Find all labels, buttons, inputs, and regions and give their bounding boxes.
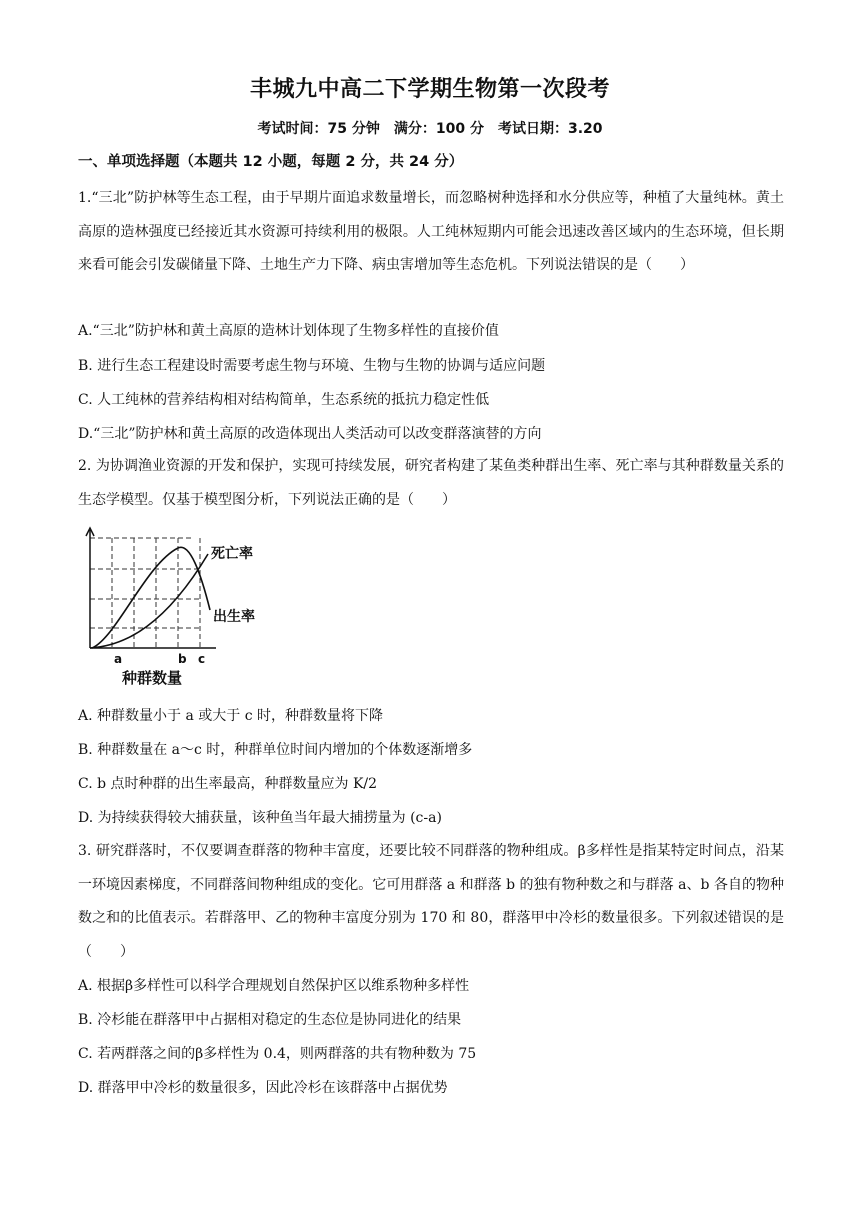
section-heading: 一、单项选择题（本题共 12 小题，每题 2 分，共 24 分） — [78, 154, 464, 170]
question-3-option-a: A. 根据β多样性可以科学合理规划自然保护区以维系物种多样性 — [78, 978, 470, 994]
question-1-option-a: A.“三北”防护林和黄土高原的造林计划体现了生物多样性的直接价值 — [78, 323, 499, 339]
question-2-option-c: C. b 点时种群的出生率最高，种群数量应为 K/2 — [78, 776, 378, 792]
x-tick-a: a — [114, 652, 123, 666]
x-tick-c: c — [198, 652, 206, 666]
question-3-option-b: B. 冷杉能在群落甲中占据相对稳定的生态位是协同进化的结果 — [78, 1012, 462, 1028]
question-1-stem: 1.“三北”防护林等生态工程，由于早期片面追求数量增长，而忽略树种选择和水分供应等，种植了大量纯林。黄土高原的造林强度已经接近其水资源可持续利用的极限。人工纯林短期内可能会迅速改善区域内的生态环境，但长期来看可能会引发碳储量下降、土地生产力下降、病虫害增加等生态危机。下列说法错误的是（ ） — [78, 190, 784, 273]
question-1-option-c: C. 人工纯林的营养结构相对结构简单，生态系统的抵抗力稳定性低 — [78, 392, 490, 408]
question-2-option-b: B. 种群数量在 a～c 时，种群单位时间内增加的个体数逐渐增多 — [78, 742, 473, 758]
x-tick-b: b — [178, 652, 187, 666]
series-birth-rate — [92, 547, 210, 648]
x-axis-label: 种群数量 — [122, 669, 183, 687]
population-rate-chart — [76, 524, 276, 689]
series-label-birth-rate: 出生率 — [213, 609, 255, 625]
series-label-death-rate: 死亡率 — [211, 546, 253, 562]
question-2-stem: 2. 为协调渔业资源的开发和保护，实现可持续发展，研究者构建了某鱼类种群出生率、死亡率与其种群数量关系的生态学模型。仅基于模型图分析，下列说法正确的是（ ） — [78, 458, 784, 508]
exam-info: 考试时间：75 分钟 满分：100 分 考试日期：3.20 — [257, 121, 603, 137]
question-2-option-a: A. 种群数量小于 a 或大于 c 时，种群数量将下降 — [78, 708, 383, 724]
chart-axes — [86, 528, 216, 648]
question-1-option-b: B. 进行生态工程建设时需要考虑生物与环境、生物与生物的协调与适应问题 — [78, 358, 546, 374]
question-3-option-c: C. 若两群落之间的β多样性为 0.4，则两群落的共有物种数为 75 — [78, 1046, 477, 1062]
chart-grid — [90, 538, 201, 648]
question-3-option-d: D. 群落甲中冷杉的数量很多，因此冷杉在该群落中占据优势 — [78, 1080, 448, 1096]
page-title: 丰城九中高二下学期生物第一次段考 — [249, 77, 610, 102]
question-2-option-d: D. 为持续获得较大捕获量，该种鱼当年最大捕捞量为 (c-a) — [78, 810, 442, 826]
question-3-stem: 3. 研究群落时，不仅要调查群落的物种丰富度，还要比较不同群落的物种组成。β多样性是指某特定时间点，沿某一环境因素梯度，不同群落间物种组成的变化。它可用群落 a 和群落 b 的独有物种数之和与群落 a、b 各自的物种数之和的比值表示。若群落甲、乙的物种丰富度分别为 170 和 80，群落甲中冷杉的数量很多。下列叙述错误的是（ ） — [78, 843, 784, 960]
question-1-option-d: D.“三北”防护林和黄土高原的改造体现出人类活动可以改变群落演替的方向 — [78, 426, 542, 442]
